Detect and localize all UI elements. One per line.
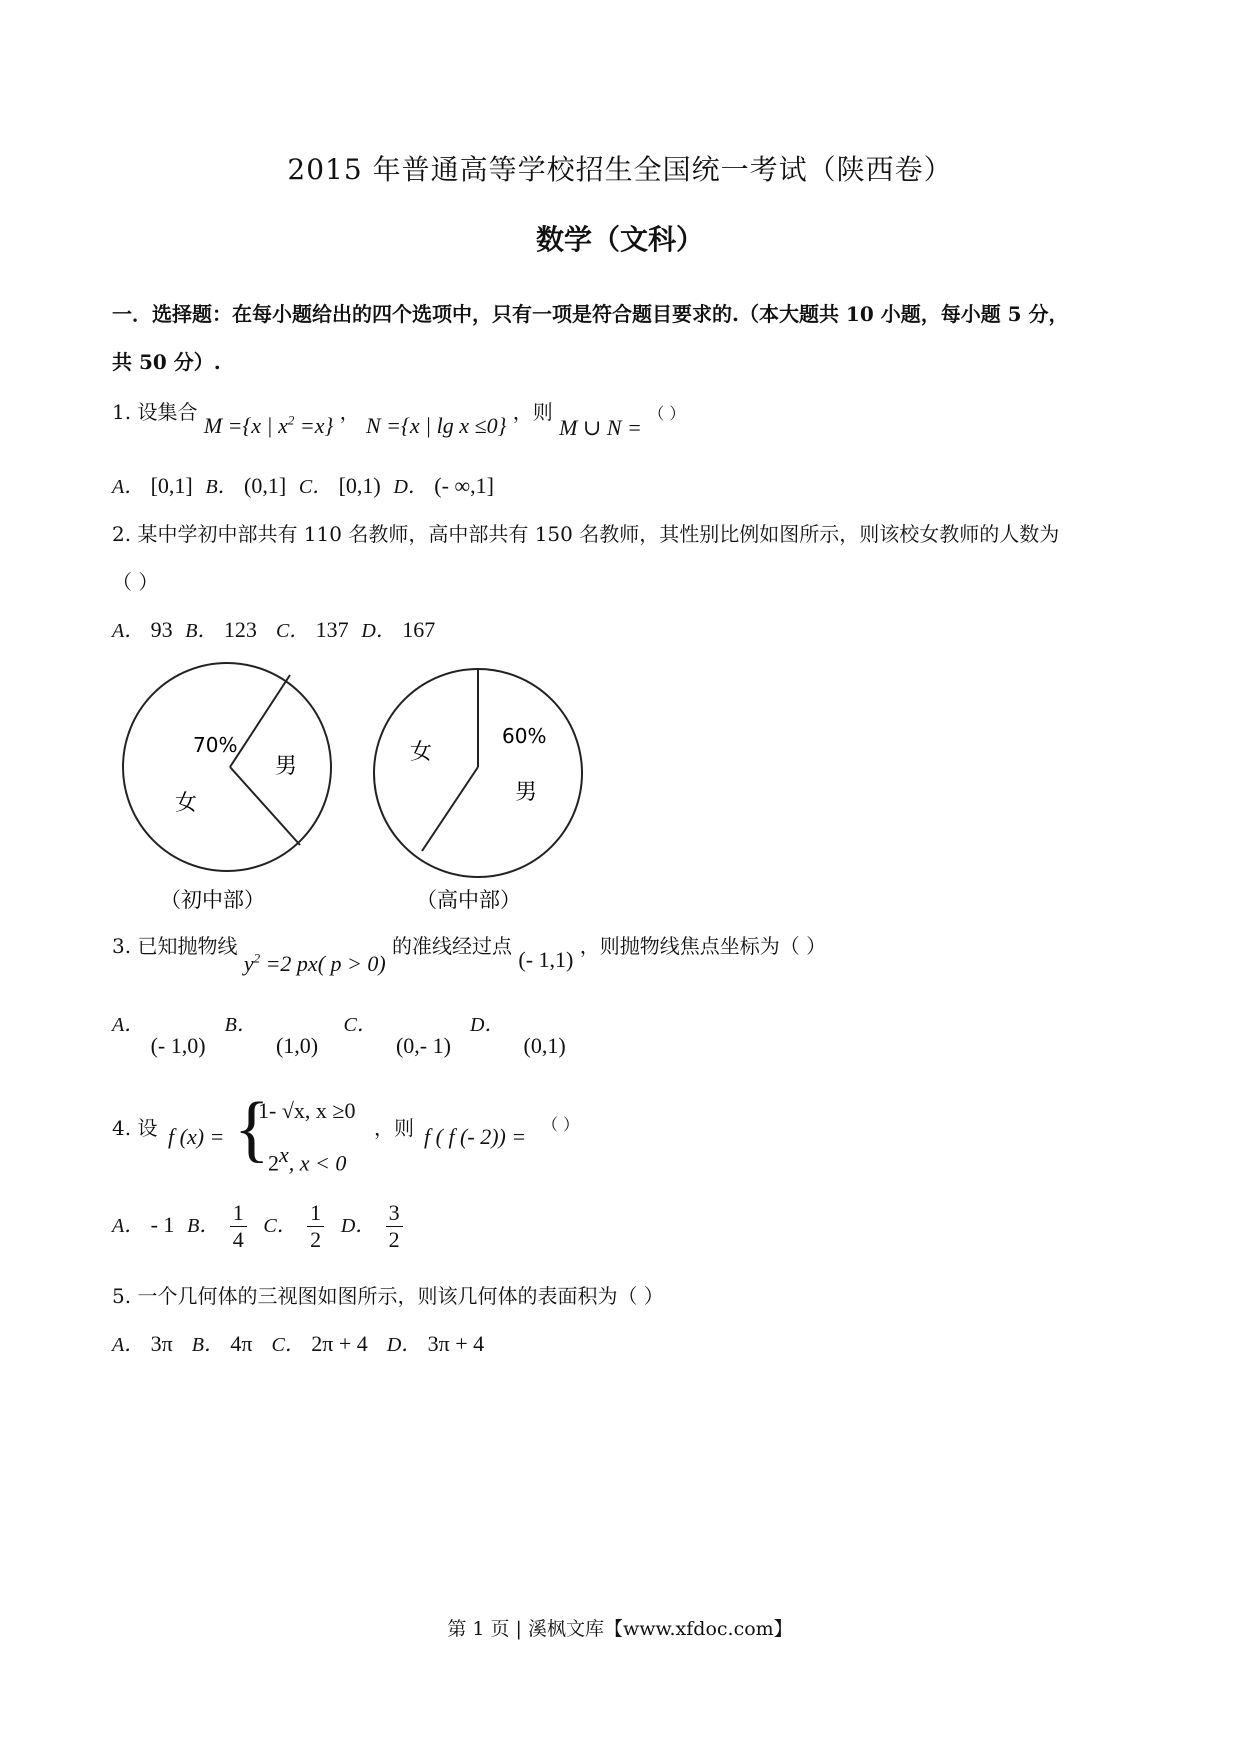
option-b-label: B． (224, 1014, 257, 1036)
question-5 (112, 1280, 664, 1309)
section-heading-line1: 一．选择题：在每小题给出的四个选项中，只有一项是符合题目要求的.（本大题共 10 小题，每小题 5 分， (112, 302, 1069, 326)
page-footer: 第 1 页 | 溪枫文库【www.xfdoc.com】 (447, 1618, 793, 1640)
pie-senior-title: （高中部） (416, 888, 521, 912)
option-d-value: 167 (402, 617, 436, 642)
option-c-value: (0,- 1) (395, 1033, 451, 1058)
piecewise-brace: { (234, 1088, 270, 1170)
question-4-number: 4. (112, 1116, 132, 1140)
option-d-value: 3π + 4 (427, 1331, 485, 1356)
piecewise-case-1: 1- √x, x ≥0 (258, 1098, 356, 1123)
option-c-fraction: $\frac{1}{2}$ (307, 1200, 324, 1253)
answer-paren: （ ） (648, 404, 686, 423)
question-1-number: 1. (112, 400, 132, 424)
option-b-value: (1,0) (275, 1033, 319, 1058)
question-4 (112, 1112, 157, 1141)
option-d-label: D． (361, 620, 396, 642)
option-a-label: A． (112, 1334, 145, 1356)
separator: ，则 (512, 400, 553, 424)
question-2-number: 2. (112, 522, 132, 546)
option-c-label: C． (275, 620, 310, 642)
question-1 (112, 396, 686, 440)
question-4-text-a: 设 (137, 1116, 158, 1140)
question-2 (112, 518, 1059, 547)
pie-junior-title: （初中部） (160, 888, 265, 912)
question-2-paren: （ ） (112, 570, 159, 594)
option-c-label: C． (263, 1215, 297, 1237)
question-4-text-b: ，则 (374, 1116, 414, 1140)
option-c-label: C． (343, 1014, 377, 1036)
option-c-value: 137 (315, 617, 349, 642)
question-3-text-b: 的准线经过点 (392, 934, 513, 958)
option-b-label: B． (205, 476, 238, 498)
option-c-label: C． (298, 476, 333, 498)
option-b-label: B． (185, 620, 218, 642)
option-b-value: 4π (230, 1331, 253, 1356)
given-point: (- 1,1) (518, 947, 574, 972)
pie-senior-divider-2 (422, 767, 478, 851)
question-5-options (112, 1328, 484, 1357)
question-2-options (112, 614, 435, 643)
option-a-label: A． (112, 476, 145, 498)
question-4-options (112, 1200, 407, 1253)
question-5-number: 5. (112, 1284, 132, 1308)
option-d-value: (- ∞,1] (434, 473, 494, 498)
pie-junior-male-label: 男 (275, 754, 298, 779)
section-heading-line2: 共 50 分）. (112, 350, 221, 374)
option-a-label: A． (112, 620, 145, 642)
exam-subtitle: 数学（文科） (535, 223, 704, 256)
section-heading (112, 290, 1142, 386)
composite-function: f ( f (- 2)) = (424, 1124, 527, 1149)
question-3-number: 3. (112, 934, 132, 958)
option-d-label: D． (470, 1014, 505, 1036)
question-3 (112, 930, 827, 976)
pie-junior-circle (123, 663, 331, 871)
question-1-text: 设集合 (137, 400, 198, 424)
option-d-value: (0,1) (523, 1033, 566, 1058)
pie-junior-female-label: 女 (175, 791, 198, 816)
option-a-value: 3π (150, 1331, 173, 1356)
option-a-value: [0,1] (150, 473, 193, 498)
option-d-fraction: $\frac{3}{2}$ (386, 1200, 403, 1253)
set-union: M ∪ N = (559, 415, 642, 440)
parabola-equation: $y^2 =2$ px( p > 0) (243, 950, 386, 976)
option-d-label: D． (386, 1334, 422, 1356)
piecewise-case-2: 2$^x$, x < 0 (268, 1142, 347, 1176)
option-b-label: B． (187, 1215, 220, 1237)
option-d-label: D． (340, 1215, 376, 1237)
option-a-value: - 1 (150, 1212, 175, 1237)
question-3-options (112, 1008, 566, 1058)
option-c-value: [0,1) (338, 473, 381, 498)
function-f: f (x) = (168, 1124, 225, 1149)
set-n: N ={x | lg x ≤0} (366, 413, 507, 438)
option-c-label: C． (271, 1334, 305, 1356)
option-c-value: 2π + 4 (311, 1331, 368, 1356)
option-b-label: B． (191, 1334, 224, 1356)
pie-senior-male-label: 男 (515, 780, 538, 805)
option-b-value: 123 (223, 617, 257, 642)
pie-senior-male-value: 60% (502, 724, 547, 748)
pie-charts-figure (110, 655, 610, 917)
option-a-label: A． (112, 1014, 145, 1036)
question-2-text: 某中学初中部共有 110 名教师，高中部共有 150 名教师，其性别比例如图所示，则该校女教师的人数为 (137, 522, 1060, 546)
option-d-label: D． (393, 476, 428, 498)
answer-paren: （ ） (542, 1115, 580, 1134)
exam-title: 2015 年普通高等学校招生全国统一考试（陕西卷） (287, 153, 953, 186)
question-3-text-c: ，则抛物线焦点坐标为（ ） (579, 934, 827, 958)
option-b-value: (0,1] (244, 473, 287, 498)
pie-junior-female-value: 70% (193, 733, 238, 757)
option-b-fraction: $\frac{1}{4}$ (230, 1200, 247, 1253)
pie-senior-female-label: 女 (410, 740, 433, 765)
option-a-label: A． (112, 1215, 145, 1237)
question-1-options (112, 470, 494, 499)
question-5-text: 一个几何体的三视图如图所示，则该几何体的表面积为（ ） (137, 1284, 664, 1308)
set-m: M ={x | $x^2 =x$} (203, 412, 334, 438)
question-3-text-a: 已知抛物线 (137, 934, 238, 958)
separator: ， (339, 400, 360, 424)
option-a-value: (- 1,0) (150, 1033, 206, 1058)
option-a-value: 93 (150, 617, 173, 642)
